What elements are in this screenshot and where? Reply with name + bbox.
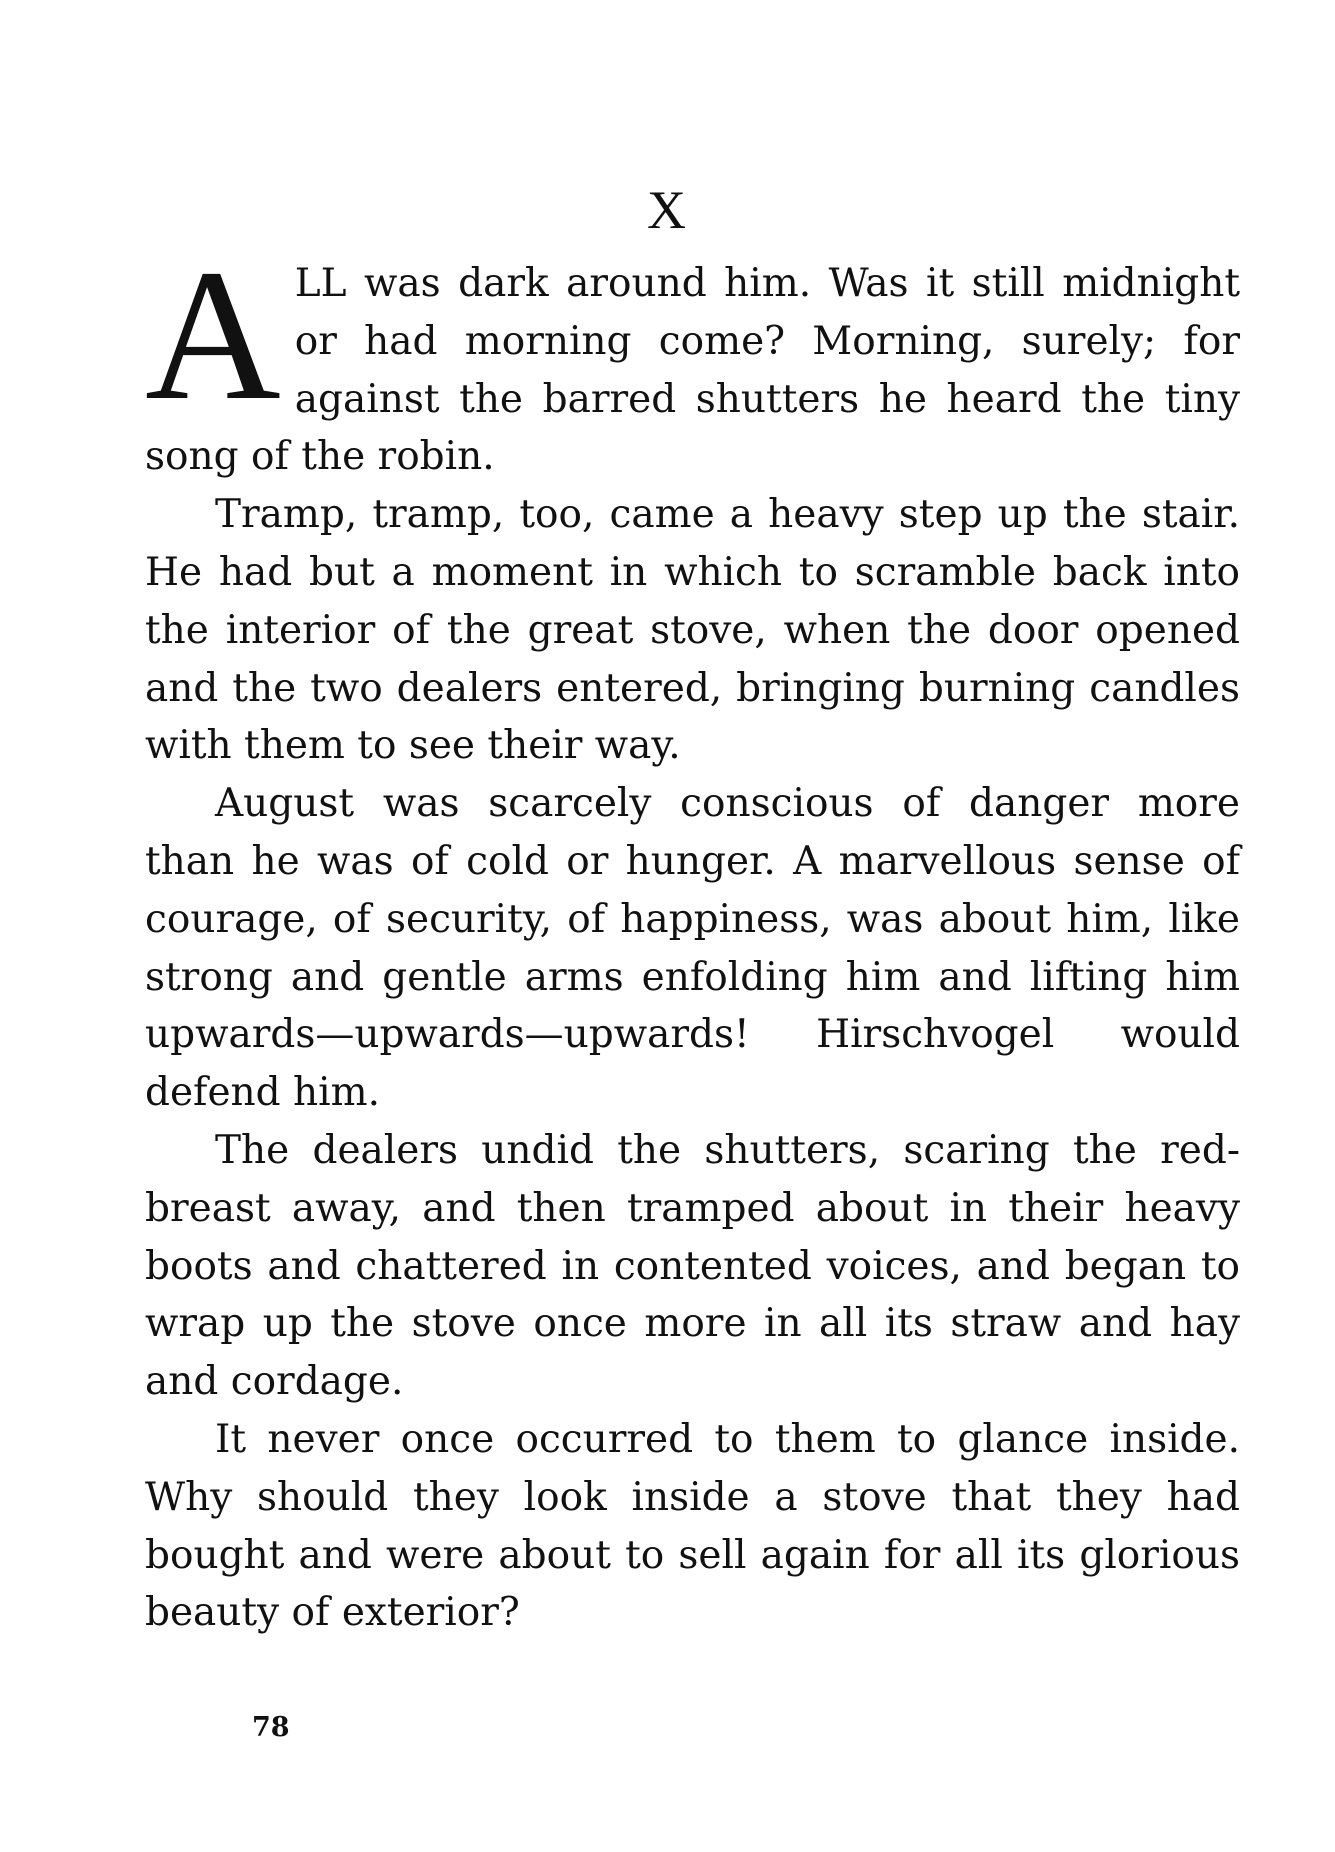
drop-cap: A bbox=[145, 230, 281, 439]
paragraph-5: It never once occurred to them to glance inside. Why should they look inside a stove that they had bought and were about to sell again for all its glorious beauty of exterior? bbox=[145, 1416, 1240, 1636]
paragraph-1-text: LL was dark around him. Was it still midnight or had morning come? Morning, surely; for against the barred shutters he heard the tiny song of the robin. bbox=[145, 261, 1240, 480]
paragraph-1 bbox=[145, 230, 1240, 486]
paragraph-4: The dealers undid the shutters, scaring the red-breast away, and then tramped about in their heavy boots and chattered in contented voices, and began to wrap up the stove once more in all its straw and hay and cordage. bbox=[145, 1127, 1240, 1405]
paragraph-3: August was scarcely conscious of danger more than he was of cold or hunger. A marvellous sense of courage, of security, of happiness, was about him, like strong and gentle arms enfolding him and lifting him upwards—upwards—upwards! Hirschvogel would defend him. bbox=[145, 781, 1240, 1116]
body-text bbox=[145, 230, 1240, 1642]
chapter-heading: X bbox=[647, 180, 688, 240]
page-number: 78 bbox=[252, 1712, 290, 1743]
paragraph-2: Tramp, tramp, too, came a heavy step up the stair. He had but a moment in which to scramble back into the interior of the great stove, when the door opened and the two dealers entered, bringing burning candles with them to see their way. bbox=[145, 492, 1240, 769]
